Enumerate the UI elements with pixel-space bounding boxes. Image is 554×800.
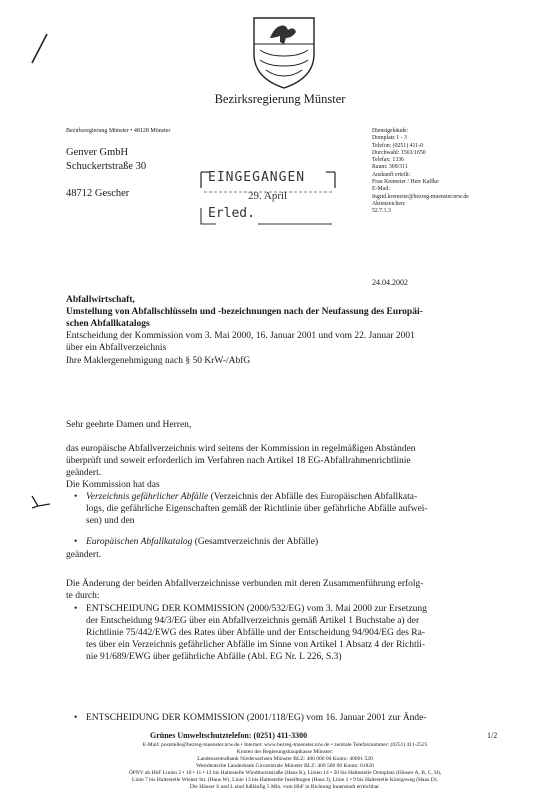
list-item: [74, 712, 506, 724]
footer-block: [60, 742, 510, 791]
bullet-icon: •: [74, 492, 78, 502]
list-item: [74, 491, 506, 527]
recipient-address: [66, 146, 146, 201]
footer-line: Westdeutsche Landesbank Girozentrale Münster BLZ: 400 500 00 Konto: 61820: [196, 763, 374, 769]
subject-line: schen Abfallkatalogs: [66, 319, 150, 329]
recipient-company: Genver GmbH: [66, 147, 129, 158]
contact-line: Durchwahl: 1563/1650: [372, 149, 426, 156]
footer-line: E-Mail: poststelle@bezreg-muenster.nrw.de • Internet: www.bezreg-muenster.nrw.de • zentrale Telefaxnummer: (0251) 411-2525: [142, 742, 428, 748]
list-item: [74, 603, 506, 663]
received-stamp: [198, 168, 338, 226]
subject-line: Umstellung von Abfallschlüsseln und -bezeichnungen nach der Neufassung des Europäi-: [66, 307, 423, 317]
margin-check-mark: [30, 494, 52, 510]
bullet-icon: •: [74, 604, 78, 614]
subject-block: [66, 294, 510, 354]
footer-line: Die Häuser S und L sind fußläufig 5 Min. vom HbF in Richtung Innenstadt erreichbar.: [189, 784, 381, 790]
subject-line: Abfallwirtschaft,: [66, 295, 135, 305]
contact-line: Dienstgebäude:: [372, 128, 409, 134]
contact-line: Raum: 309/311: [372, 164, 408, 171]
body-line: sen) und den: [86, 516, 135, 526]
authority-name: Bezirksregierung Münster: [214, 92, 346, 106]
body-text: (Gesamtverzeichnis der Abfälle): [192, 537, 319, 547]
reference-line: Ihre Maklergenehmigung nach § 50 KrW-/AbfG: [66, 356, 251, 366]
body-line: te durch:: [66, 591, 100, 601]
contact-line: E-Mail:: [372, 186, 391, 193]
list-item: [74, 536, 506, 548]
sender-line: Bezirksregierung Münster • 48128 Münster: [66, 128, 171, 134]
stamp-handled-text: Erled.: [208, 206, 255, 221]
emphasis-text: Verzeichnis gefährlicher Abfälle: [86, 492, 209, 502]
footer-line: ÖPNV ab HbF Linien 2 • 10 • 11 • 12 bis Haltestelle Windthorststraße (Haus K), Linien 14 • 20 bis Haltestelle Domplatz (Häuser A, B, C, H),: [128, 770, 442, 776]
footer-hotline: Grünes Umweltschutztelefon: (0251) 411-3300: [150, 731, 308, 740]
body-line: logs, die gefährliche Eigenschaften gemäß der Richtlinie über gefährliche Abfälle aufwei-: [86, 504, 428, 514]
contact-info-block: [372, 128, 542, 216]
body-line: der Entscheidung 94/3/EG über ein Abfallverzeichnis gemäß Artikel 1 Buchstabe a) der: [86, 616, 420, 626]
footer-line: Landeszentralbank Niedersachsen Münster BLZ: 400 000 00 Konto: 40001 520: [197, 756, 373, 762]
subject-line: über ein Abfallverzeichnis: [66, 343, 167, 353]
bullet-icon: •: [74, 713, 78, 723]
body-line: nie 91/689/EWG über gefährliche Abfälle (Abl. EG Nr. L 226, S.3): [86, 652, 342, 662]
subject-line: Entscheidung der Kommission vom 3. Mai 2000, 16. Januar 2001 und vom 22. Januar 2001: [66, 331, 415, 341]
page-number: 1/2: [487, 731, 498, 740]
bullet-icon: •: [74, 537, 78, 547]
recipient-city: 48712 Gescher: [66, 188, 130, 199]
contact-email: Ingrid.kremeier@bezreg-muenster.nrw.de: [372, 193, 469, 200]
body-line: ENTSCHEIDUNG DER KOMMISSION (2001/118/EG) vom 16. Januar 2001 zur Ände-: [86, 713, 427, 723]
body-line: tes über ein Verzeichnis gefährlicher Abfälle im Sinne von Artikel 1 Absatz 4 der Richtli-: [86, 640, 426, 650]
body-paragraph: [66, 578, 506, 602]
body-line: Die Kommission hat das: [66, 480, 160, 490]
body-line: überprüft und soweit erforderlich im Verfahren nach Artikel 18 EG-Abfallrahmenrichtlinie: [66, 456, 411, 466]
body-line: geändert.: [66, 550, 102, 560]
body-line: Richtlinie 75/442/EWG des Rates über Abfälle und der Entscheidung 94/904/EG des Ra-: [86, 628, 426, 638]
recipient-street: Schuckertstraße 30: [66, 161, 147, 172]
stamp-received-text: EINGEGANGEN: [208, 170, 306, 185]
handwritten-slash-mark: [28, 32, 50, 66]
body-line: ENTSCHEIDUNG DER KOMMISSION (2000/532/EG) vom 3. Mai 2000 zur Ersetzung: [86, 604, 427, 614]
contact-line: Frau Kremeier / Herr Kaffke: [372, 179, 439, 186]
body-line: geändert.: [66, 468, 102, 478]
body-line: Die Änderung der beiden Abfallverzeichnisse verbunden mit deren Zusammenführung erfolg-: [66, 579, 424, 589]
body-line: das europäische Abfallverzeichnis wird seitens der Kommission in regelmäßigen Abständen: [66, 444, 416, 454]
contact-line: Telefon: (0251) 411-0: [372, 142, 423, 149]
contact-line: Domplatz 1 - 3: [372, 135, 407, 142]
body-text: (Verzeichnis der Abfälle des Europäischen Abfallkata-: [208, 492, 418, 502]
contact-line: Telefax: 1336: [372, 157, 404, 164]
footer-line: Konten der Regierungshauptkasse Münster:: [236, 749, 334, 755]
coat-of-arms-logo: [248, 14, 320, 90]
stamp-date: 29. April: [248, 190, 288, 202]
contact-line: Aktenzeichen:: [372, 200, 406, 207]
salutation: Sehr geehrte Damen und Herren,: [66, 420, 192, 430]
letter-date: 24.04.2002: [372, 278, 408, 287]
file-reference: 52.7.1.3: [372, 208, 391, 215]
contact-line: Auskunft erteilt:: [372, 171, 411, 178]
body-paragraph: [66, 443, 506, 491]
footer-line: Linie 7 bis Haltestelle Wiener Str. (Haus W), Linie 13 bis Haltestelle Insellbogen (Haus I), Linie 1 • 9 bis Haltestelle Königsweg (Haus D).: [132, 777, 438, 783]
emphasis-text: Europäischen Abfallkatalog: [86, 537, 193, 547]
